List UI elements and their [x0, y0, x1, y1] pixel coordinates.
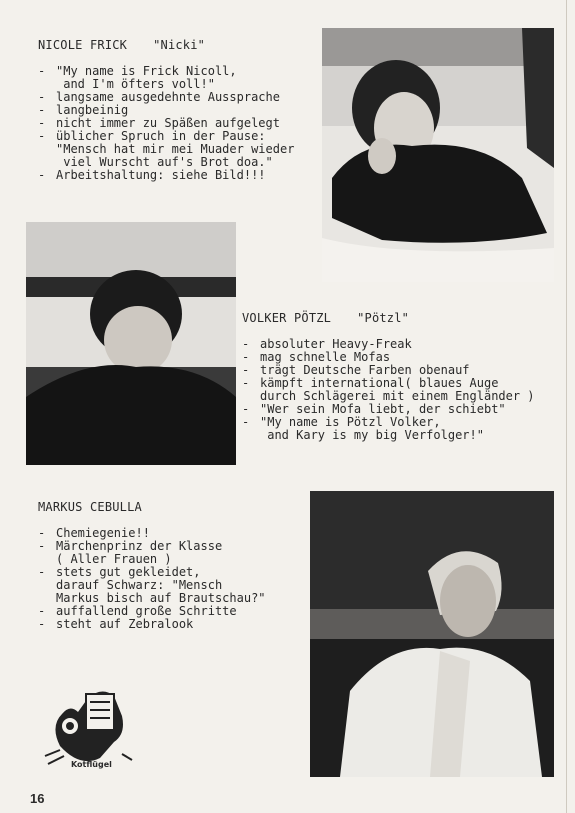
person-nickname: "Pötzl" — [357, 311, 410, 325]
bullet-item: - auffallend große Schritte — [38, 605, 266, 618]
bullet-item: - Arbeitshaltung: siehe Bild!!! — [38, 169, 294, 182]
person-nickname: "Nicki" — [153, 38, 206, 52]
photo-markus — [310, 491, 554, 777]
bullet-item: - trägt Deutsche Farben obenauf — [242, 364, 535, 377]
bullet-item: - stets gut gekleidet, darauf Schwarz: "Mensch Markus bisch auf Brautschau?" — [38, 566, 266, 605]
person-name: NICOLE FRICK — [38, 38, 128, 52]
bullet-list — [38, 65, 294, 182]
person-heading — [38, 38, 205, 52]
bullet-item: - absoluter Heavy-Freak — [242, 338, 535, 351]
page-number: 16 — [30, 791, 45, 806]
bullet-item: - "My name is Frick Nicoll, and I'm öfters voll!" — [38, 65, 294, 91]
bullet-item: - mag schnelle Mofas — [242, 351, 535, 364]
bullet-item: - langbeinig — [38, 104, 294, 117]
bullet-item: - Chemiegenie!! — [38, 527, 266, 540]
person-heading — [242, 311, 409, 325]
bullet-item: - üblicher Spruch in der Pause: "Mensch hat mir mei Muader wieder viel Wurscht auf's Brot doa." — [38, 130, 294, 169]
bullet-item: - "My name is Pötzl Volker, and Kary is my big Verfolger!" — [242, 416, 535, 442]
bullet-item: - kämpft international( blaues Auge durch Schlägerei mit einem Engländer ) — [242, 377, 535, 403]
bullet-item: - nicht immer zu Späßen aufgelegt — [38, 117, 294, 130]
person-name: VOLKER PÖTZL — [242, 311, 332, 325]
person-heading — [38, 500, 142, 514]
photo-volker — [26, 222, 236, 465]
bullet-list — [38, 527, 266, 631]
bullet-item: - "Wer sein Mofa liebt, der schiebt" — [242, 403, 535, 416]
logo-caption: Kotflügel — [71, 760, 112, 769]
bullet-item: - steht auf Zebralook — [38, 618, 266, 631]
photo-nicole — [322, 28, 554, 282]
person-name: MARKUS CEBULLA — [38, 500, 142, 514]
bullet-item: - langsame ausgedehnte Aussprache — [38, 91, 294, 104]
page-edge-line — [566, 0, 567, 813]
bullet-item: - Märchenprinz der Klasse ( Aller Frauen ) — [38, 540, 266, 566]
bullet-list — [242, 338, 535, 442]
